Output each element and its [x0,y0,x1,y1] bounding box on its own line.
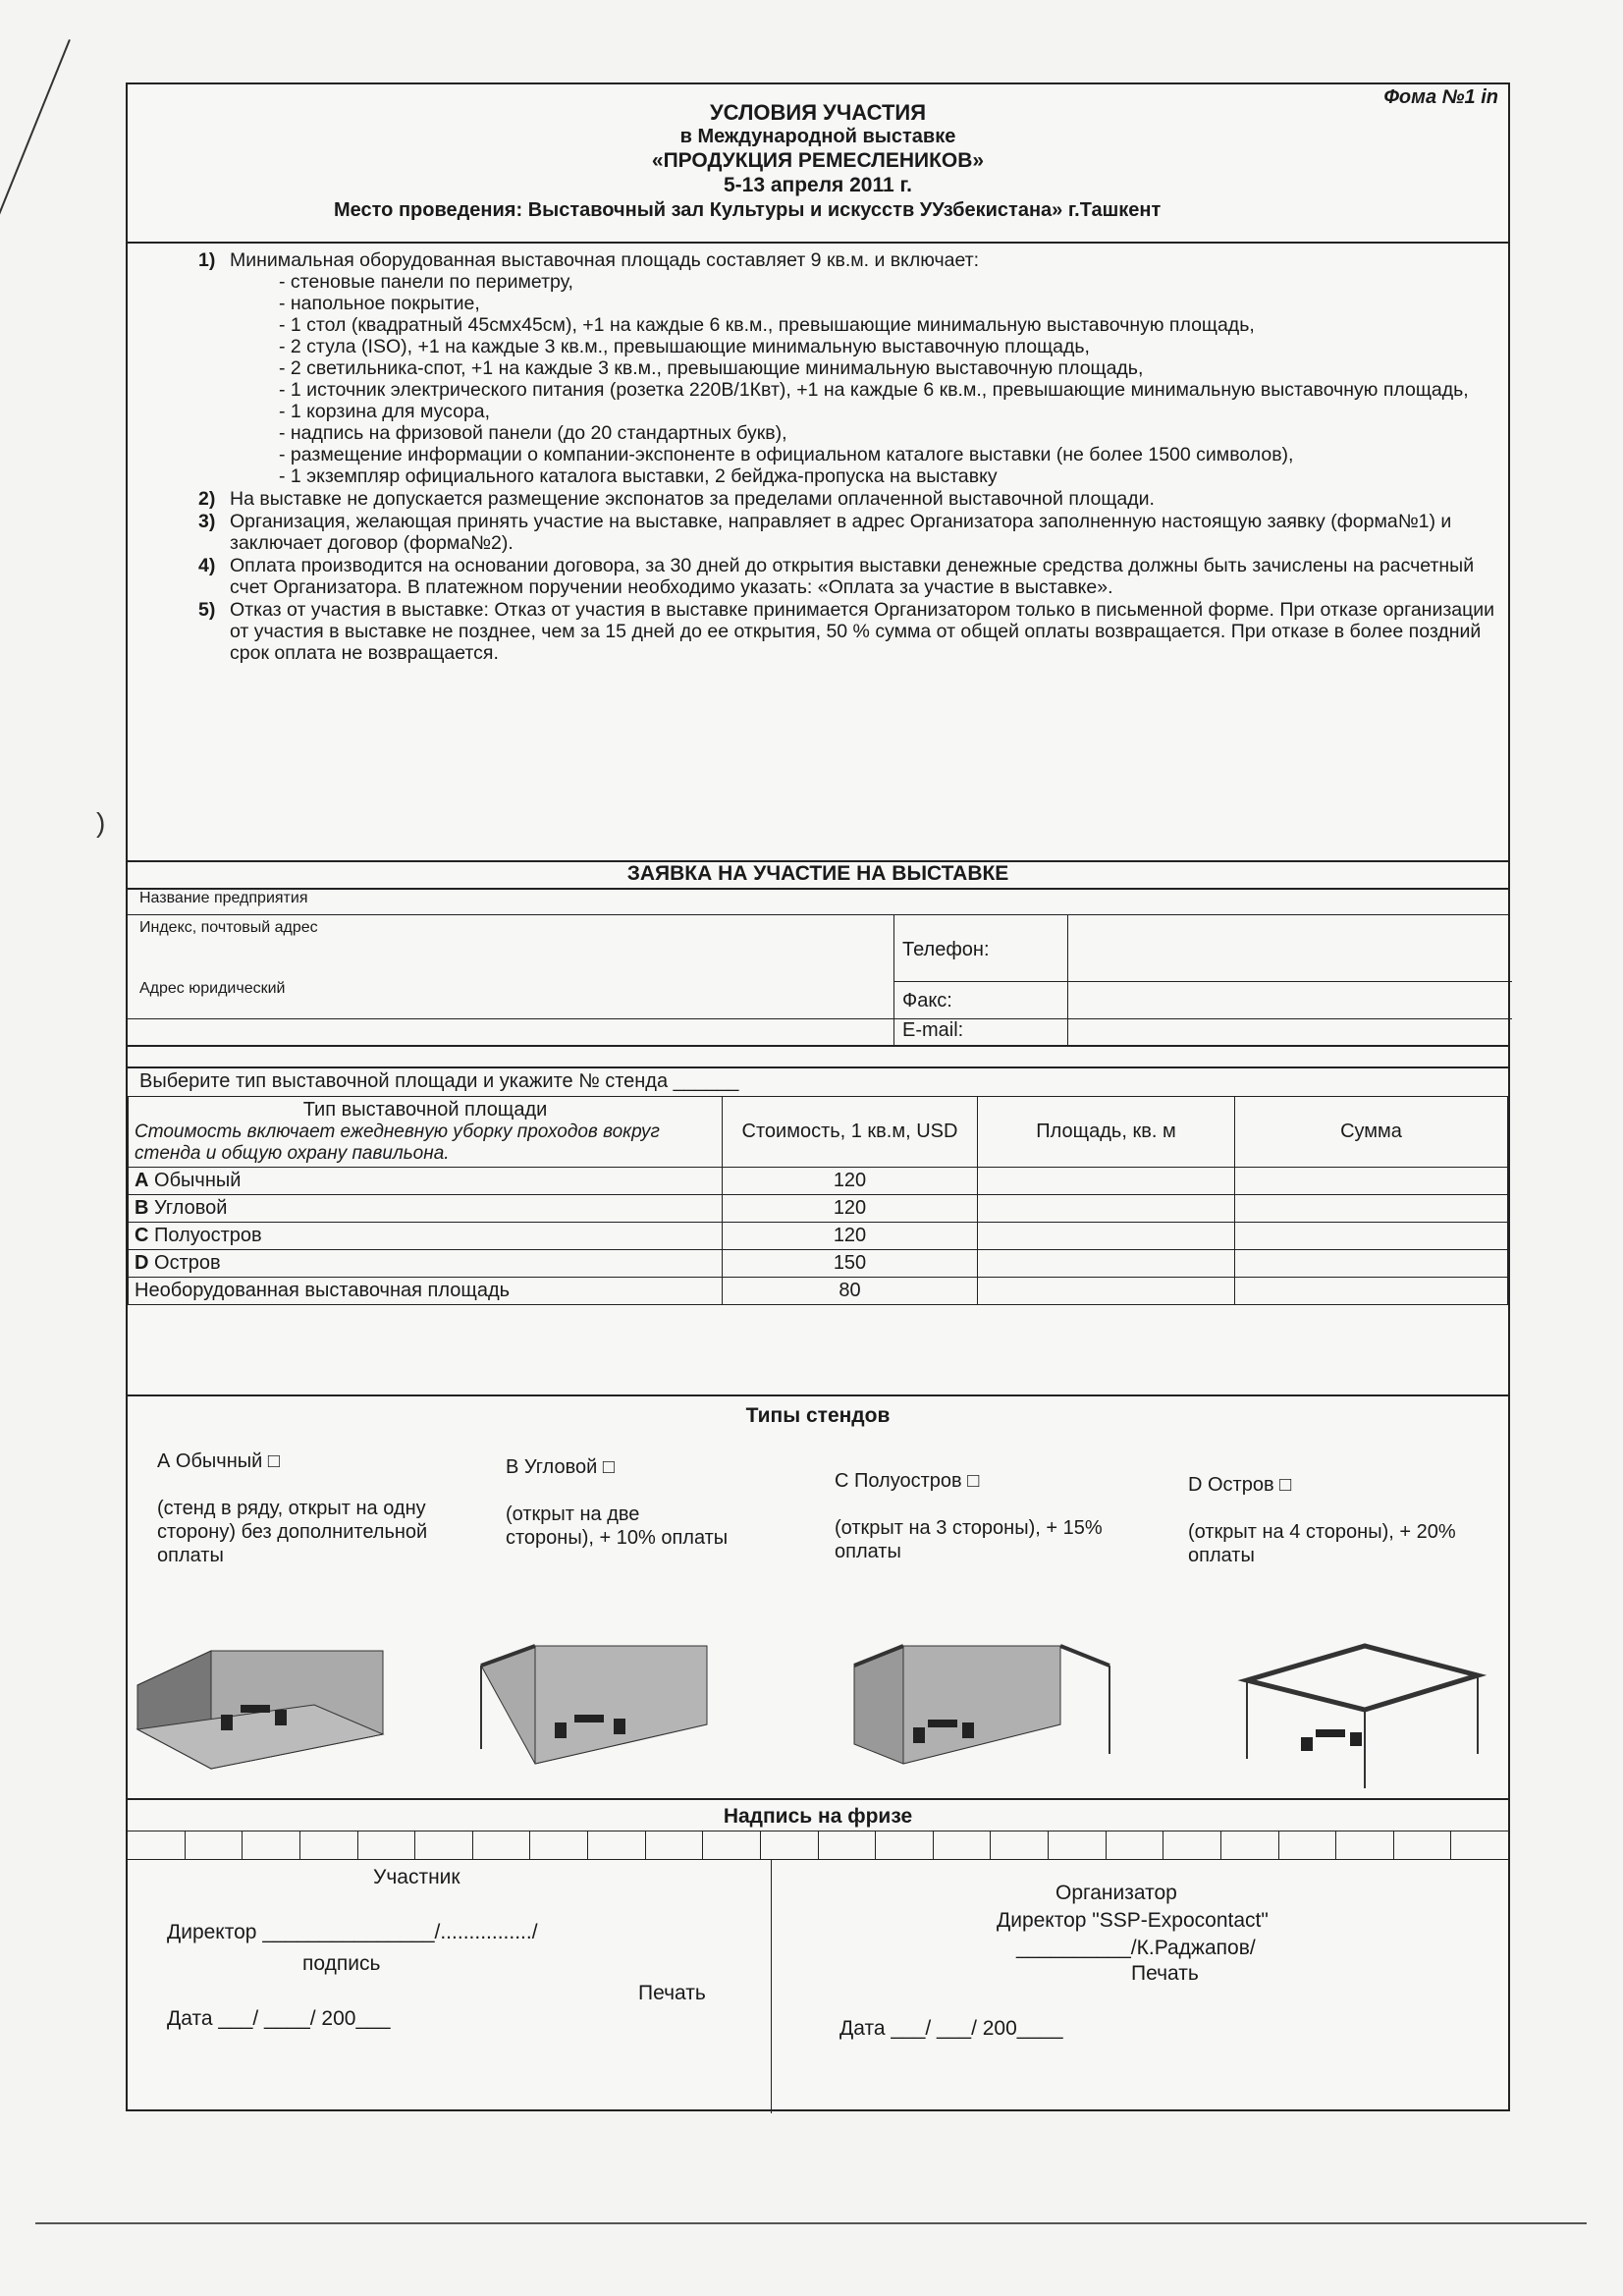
included-item: - 1 источник электрического питания (розетка 220В/1Квт), +1 на каждые 6 кв.м., превышающие минимальную выставочную площадь, [279,379,1469,401]
frieze-cell[interactable] [186,1831,243,1859]
condition-number: 3) [198,511,216,532]
stand-type-a[interactable] [157,1449,452,1567]
type-name: Полуостров [154,1225,262,1246]
condition-number: 2) [198,488,216,510]
area-input[interactable] [978,1223,1235,1250]
stand-price-table [128,1096,1508,1305]
included-item: - размещение информации о компании-экспоненте в официальном каталоге выставки (не более 1500 символов), [279,444,1294,465]
type-column-header: Тип выставочной площади [302,1099,548,1121]
participant-stamp: Печать [638,1982,706,2004]
stand-type-name: D Остров □ [1188,1474,1292,1496]
stand-type-cell [129,1223,723,1250]
application-title: ЗАЯВКА НА УЧАСТИЕ НА ВЫСТАВКЕ [626,862,1009,885]
form-page [126,82,1510,2111]
participant-date[interactable]: Дата ___/ ____/ 200___ [167,2007,391,2030]
condition-text: Отказ от участия в выставке: Отказ от участия в выставке принимается Организатором только в письменной форме. При отказе организации от участия в выставке не позднее, чем за 15 дней до ее открытия, 50 % сумма от общей оплаты возвращается. При отказе в более поздний срок оплата не возвращается. [230,599,1495,664]
signature-caption: подпись [302,1952,381,1975]
divider [128,1066,1508,1068]
divider [128,1045,1508,1047]
price-cell: 120 [723,1195,978,1223]
organizer-stamp: Печать [1131,1962,1199,1985]
company-name-field[interactable] [128,890,1508,915]
frieze-cell[interactable] [876,1831,934,1859]
price-note: Стоимость включает ежедневную уборку проходов вокруг стенда и общую охрану павильона. [135,1121,660,1164]
table-row [129,1250,1508,1278]
condition-item [198,555,1499,598]
condition-item [198,511,1499,554]
participant-director[interactable] [167,1919,538,1946]
area-input[interactable] [978,1168,1235,1195]
stand-type-d[interactable] [1188,1473,1483,1567]
frieze-cell[interactable] [703,1831,761,1859]
email-label: E-mail: [902,1019,964,1041]
price-cell: 80 [723,1278,978,1305]
postal-address-label: Индекс, почтовый адрес [139,919,318,936]
sum-input[interactable] [1235,1168,1508,1195]
included-item: - надпись на фризовой панели (до 20 стандартных букв), [279,422,787,444]
frieze-cell[interactable] [300,1831,358,1859]
frieze-cell[interactable] [934,1831,992,1859]
frieze-title: Надпись на фризе [723,1805,913,1828]
email-field[interactable] [894,1019,1512,1045]
stand-type-name: А Обычный □ [157,1450,280,1472]
document-title: УСЛОВИЯ УЧАСТИЯ [709,100,927,125]
frieze-cell[interactable] [415,1831,473,1859]
sum-input[interactable] [1235,1278,1508,1305]
stand-type-cell [129,1250,723,1278]
stand-type-b[interactable] [506,1455,731,1550]
type-letter: C [135,1225,149,1246]
included-item: - стеновые панели по периметру, [279,271,573,293]
frieze-cell[interactable] [991,1831,1049,1859]
table-row [129,1223,1508,1250]
phone-field[interactable] [894,915,1512,982]
frieze-cell[interactable] [1049,1831,1107,1859]
legal-address-label: Адрес юридический [139,980,286,997]
condition-item [198,599,1499,664]
type-name: Необорудованная выставочная площадь [135,1280,511,1301]
organizer-label: Организатор [1055,1882,1177,1904]
stand-types-title: Типы стендов [745,1404,891,1427]
condition-number: 5) [198,599,216,621]
frieze-cell[interactable] [1336,1831,1394,1859]
exhibition-name: «ПРОДУКЦИЯ РЕМЕСЛЕНИКОВ» [651,149,985,172]
divider [128,1394,1508,1396]
frieze-cell[interactable] [588,1831,646,1859]
type-letter: B [135,1197,149,1219]
divider [128,242,1508,244]
frieze-cell[interactable] [1107,1831,1164,1859]
signature-divider [771,1860,772,2113]
page-bottom-rule [35,2222,1587,2224]
sum-input[interactable] [1235,1195,1508,1223]
included-item: - 1 экземпляр официального каталога выставки, 2 бейджа-пропуска на выставку [279,465,998,487]
frieze-cell[interactable] [243,1831,300,1859]
area-column-header: Площадь, кв. м [978,1097,1235,1168]
stand-type-cell [129,1168,723,1195]
stand-type-desc: (стенд в ряду, открыт на одну сторону) без дополнительной оплаты [157,1498,428,1566]
sum-input[interactable] [1235,1250,1508,1278]
booth-a-icon [137,1651,383,1769]
frieze-cell[interactable] [1279,1831,1337,1859]
frieze-cell[interactable] [819,1831,877,1859]
frieze-cell[interactable] [761,1831,819,1859]
conditions-list [198,249,1499,665]
exhibition-venue: Место проведения: Выставочный зал Культуры и искусств УУзбекистана» г.Ташкент [334,199,1162,221]
organizer-director: Директор "SSP-Expocontact" [997,1909,1269,1932]
type-letter: D [135,1252,149,1274]
area-input[interactable] [978,1250,1235,1278]
divider [128,1798,1508,1800]
stand-type-name: С Полуостров □ [835,1470,980,1492]
type-name: Обычный [154,1170,242,1191]
condition-number: 4) [198,555,216,576]
exhibition-dates: 5-13 апреля 2011 г. [723,174,913,196]
document-subtitle: в Международной выставке [679,126,956,147]
organizer-signature: __________/К.Раджапов/ [1016,1937,1256,1959]
frieze-cell[interactable] [128,1831,186,1859]
stand-type-desc: (открыт на 3 стороны), + 15% оплаты [835,1517,1103,1562]
type-name: Угловой [154,1197,228,1219]
booth-d-icon [1247,1646,1478,1788]
stand-type-name: В Угловой □ [506,1456,615,1478]
area-input[interactable] [978,1278,1235,1305]
margin-slash-mark [0,39,71,231]
frieze-cell[interactable] [1451,1831,1508,1859]
frieze-cell[interactable] [530,1831,588,1859]
stand-type-c[interactable] [835,1469,1159,1563]
included-items [230,271,1499,487]
condition-text: На выставке не допускается размещение экспонатов за пределами оплаченной выставочной площади. [230,488,1155,510]
included-item: - напольное покрытие, [279,293,480,314]
included-item: - 2 светильника-спот, +1 на каждые 3 кв.м., превышающие минимальную выставочную площадь, [279,357,1144,379]
area-input[interactable] [978,1195,1235,1223]
frieze-grid[interactable] [128,1831,1508,1860]
organizer-date[interactable]: Дата ___/ ___/ 200____ [839,2017,1063,2040]
sum-column-header: Сумма [1235,1097,1508,1168]
participant-label: Участник [373,1866,460,1888]
sum-input[interactable] [1235,1223,1508,1250]
phone-label: Телефон: [902,939,990,960]
frieze-cell[interactable] [1163,1831,1221,1859]
type-name: Остров [154,1252,221,1274]
table-row [129,1195,1508,1223]
frieze-cell[interactable] [1394,1831,1452,1859]
signature-line: _______________/................/ [262,1921,538,1943]
price-cell: 120 [723,1168,978,1195]
fax-field[interactable] [894,982,1512,1019]
included-item: - 2 стула (ISO), +1 на каждые 3 кв.м., превышающие минимальную выставочную площадь, [279,336,1090,357]
condition-text: Организация, желающая принять участие на выставке, направляет в адрес Организатора заполненную настоящую заявку (форма№1) и заключает договор (форма№2). [230,511,1452,554]
condition-text: Минимальная оборудованная выставочная площадь составляет 9 кв.м. и включает: [230,249,980,271]
condition-text: Оплата производится на основании договора, за 30 дней до открытия выставки денежные средства должны быть зачислены на расчетный счет Организатора. В платежном поручении необходимо указать: «Оплата за участие в выставке». [230,555,1475,598]
price-column-header: Стоимость, 1 кв.м, USD [723,1097,978,1168]
stand-type-cell [129,1278,723,1305]
booth-b-icon [481,1646,707,1764]
stand-type-desc: (открыт на две стороны), + 10% оплаты [506,1503,729,1549]
condition-item [198,488,1499,510]
frieze-cell[interactable] [473,1831,531,1859]
type-header-cell [129,1097,723,1168]
company-name-label: Название предприятия [139,890,308,906]
stand-type-desc: (открыт на 4 стороны), + 20% оплаты [1188,1521,1456,1566]
form-number: Фома №1 in [1383,86,1498,108]
included-item: - 1 стол (квадратный 45смх45см), +1 на каждые 6 кв.м., превышающие минимальную выставочную площадь, [279,314,1255,336]
margin-bracket-mark: ) [96,807,106,838]
price-cell: 120 [723,1223,978,1250]
table-row [129,1278,1508,1305]
type-letter: A [135,1170,149,1191]
frieze-cell[interactable] [646,1831,704,1859]
stand-type-cell [129,1195,723,1223]
condition-number: 1) [198,249,216,271]
contact-box [893,915,1512,1045]
director-label: Директор [167,1921,257,1943]
frieze-cell[interactable] [358,1831,416,1859]
frieze-cell[interactable] [1221,1831,1279,1859]
document-header [128,100,1508,223]
condition-item [198,249,1499,487]
table-row [129,1168,1508,1195]
price-cell: 150 [723,1250,978,1278]
choose-stand-type: Выберите тип выставочной площади и укажите № стенда ______ [139,1070,739,1092]
included-item: - 1 корзина для мусора, [279,401,491,422]
fax-label: Факс: [902,990,952,1011]
booth-c-icon [854,1646,1109,1764]
